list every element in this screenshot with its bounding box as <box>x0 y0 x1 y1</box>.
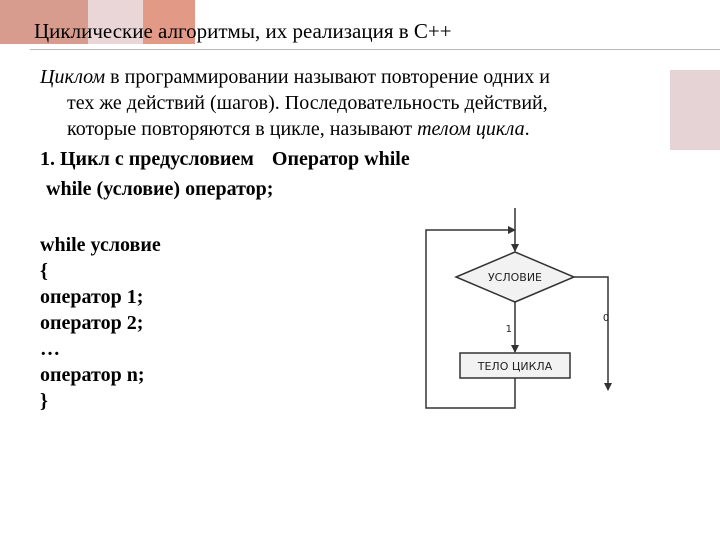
intro-paragraph <box>40 64 680 142</box>
intro-body-term: телом цикла <box>417 118 525 140</box>
code-line: while условие <box>40 234 161 256</box>
intro-line-3 <box>40 116 680 142</box>
code-block <box>40 232 161 414</box>
flowchart <box>420 200 640 420</box>
code-line: оператор n; <box>40 364 145 386</box>
title-divider <box>30 49 720 50</box>
code-line: оператор 2; <box>40 312 144 334</box>
condition-label: УСЛОВИЕ <box>487 271 543 284</box>
true-branch-label: 1 <box>505 324 512 335</box>
intro-term: Циклом <box>40 66 106 88</box>
while-syntax: while (условие) оператор; <box>46 178 274 200</box>
intro-line-1-text: в программировании называют повторение одних и <box>105 66 550 88</box>
code-line: … <box>40 338 60 360</box>
code-line: } <box>40 390 48 412</box>
section-heading <box>40 148 410 171</box>
false-branch-arrow <box>574 277 608 390</box>
slide-title: Циклические алгоритмы, их реализация в С++ <box>34 19 452 43</box>
intro-line-3-prefix: которые повторяются в цикле, называют <box>67 118 418 140</box>
intro-line-1 <box>40 64 680 90</box>
code-line: оператор 1; <box>40 286 144 308</box>
intro-line-2: тех же действий (шагов). Последовательность действий, <box>67 92 548 114</box>
intro-line-3-suffix: . <box>524 118 530 140</box>
loop-back-line <box>426 230 515 408</box>
loop-body-label: ТЕЛО ЦИКЛА <box>477 360 553 373</box>
false-branch-label: 0 <box>602 313 610 324</box>
section-heading-right: Оператор while <box>271 148 410 170</box>
code-line: { <box>40 260 48 282</box>
section-heading-left: 1. Цикл с предусловием <box>40 148 254 170</box>
